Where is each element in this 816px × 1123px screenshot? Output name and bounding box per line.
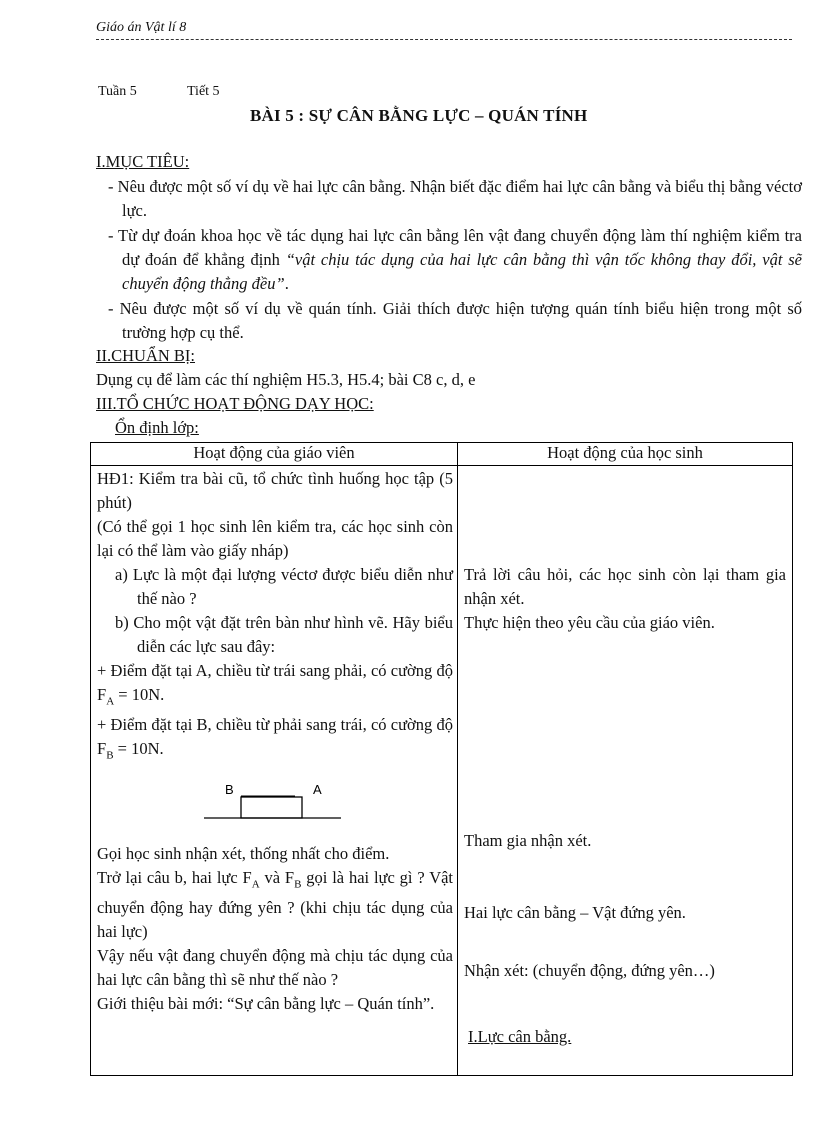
question-a: a) Lực là một đại lượng véctơ được biểu diễn như thế nào ?: [115, 565, 453, 608]
preparation-text: Dụng cụ để làm các thí nghiệm H5.3, H5.4; bài C8 c, d, e: [96, 370, 476, 389]
question-b: b) Cho một vật đặt trên bàn như hình vẽ. Hãy biểu diễn các lực sau đây:: [115, 613, 453, 656]
introduce-lesson-text: Giới thiệu bài mới: “Sự cân bằng lực – Quán tính”.: [97, 993, 435, 1013]
balanced-force-heading: I.Lực cân bằng.: [468, 1027, 572, 1046]
section-preparation-heading: II.CHUẨN BỊ:: [96, 346, 195, 365]
back-to-question-text: Trở lại câu b, hai lực $F_A$ và $F_B$ gọi là hai lực gì ? Vật chuyển động hay đứng yên ? (khi chịu tác dụng của hai lực): [97, 867, 454, 941]
force-a-description: + Điểm đặt tại A, chiều từ trái sang phải, có cường độ $F_A = 10N$.: [97, 661, 453, 708]
activities-table: [90, 442, 793, 1076]
force-b-description: + Điểm đặt tại B, chiều từ phải sang trái, có cường độ $F_B = 10N$.: [97, 715, 453, 762]
hd1-note: (Có thể gọi 1 học sinh lên kiểm tra, các học sinh còn lại có thể làm vào giấy nháp): [97, 517, 453, 560]
call-students-text: Gọi học sinh nhận xét, thống nhất cho điểm.: [97, 843, 390, 863]
question-moving-object: Vậy nếu vật đang chuyển động mà chịu tác dụng của hai lực cân bằng thì sẽ như thế nào ?: [97, 945, 453, 989]
teacher-column-header: Hoạt động của giáo viên: [91, 443, 458, 466]
point-a-label: A: [313, 781, 322, 797]
week-label: Tuần 5: [98, 84, 137, 99]
objective-item: - Nêu được một số ví dụ về hai lực cân bằng. Nhận biết đặc điểm hai lực cân bằng và biểu thị bằng véctơ lực.: [108, 177, 802, 220]
student-column-header: Hoạt động của học sinh: [458, 443, 793, 466]
student-answer-2: Thực hiện theo yêu cầu của giáo viên.: [464, 613, 715, 632]
section-objectives-heading: I.MỤC TIÊU:: [96, 152, 190, 171]
objective-item: - Từ dự đoán khoa học về tác dụng hai lực cân bằng lên vật đang chuyển động làm thí nghiệm kiểm tra dự đoán để khẳng định “vật chịu tác dụng của hai lực cân bằng thì vận tốc không thay đổi, vật sẽ chuyển động thẳng đều”.: [108, 226, 802, 293]
student-answer-4: Hai lực cân bằng – Vật đứng yên.: [464, 903, 686, 922]
page-header: Giáo án Vật lí 8: [96, 20, 792, 40]
teacher-activity-cell: [91, 466, 458, 1076]
student-answer-5: Nhận xét: (chuyển động, đứng yên…): [464, 961, 715, 980]
objective-item: - Nêu được một số ví dụ về quán tính. Giải thích được hiện tượng quán tính biểu hiện trong một số trường hợp cụ thể.: [108, 299, 802, 342]
lesson-title: BÀI 5 : SỰ CÂN BẰNG LỰC – QUÁN TÍNH: [250, 106, 588, 125]
class-order-heading: Ổn định lớp:: [115, 418, 199, 437]
student-activity-cell: [458, 466, 793, 1076]
point-b-label: B: [225, 781, 234, 797]
student-answer-1: Trả lời câu hỏi, các học sinh còn lại tham gia nhận xét.: [464, 565, 786, 608]
student-answer-3: Tham gia nhận xét.: [464, 831, 592, 850]
period-label: Tiết 5: [187, 84, 220, 99]
block-diagram: [97, 768, 457, 834]
block-on-table-figure: [97, 768, 453, 834]
section-activities-heading: III.TỔ CHỨC HOẠT ĐỘNG DẠY HỌC:: [96, 394, 374, 413]
hd1-heading: HĐ1: Kiểm tra bài cũ, tổ chức tình huống học tập (5 phút): [97, 469, 453, 512]
objective-italic-quote: “vật chịu tác dụng của hai lực cân bằng thì vận tốc không thay đổi, vật sẽ chuyển động thẳng đều”: [122, 250, 802, 293]
block-rect: [241, 797, 302, 818]
